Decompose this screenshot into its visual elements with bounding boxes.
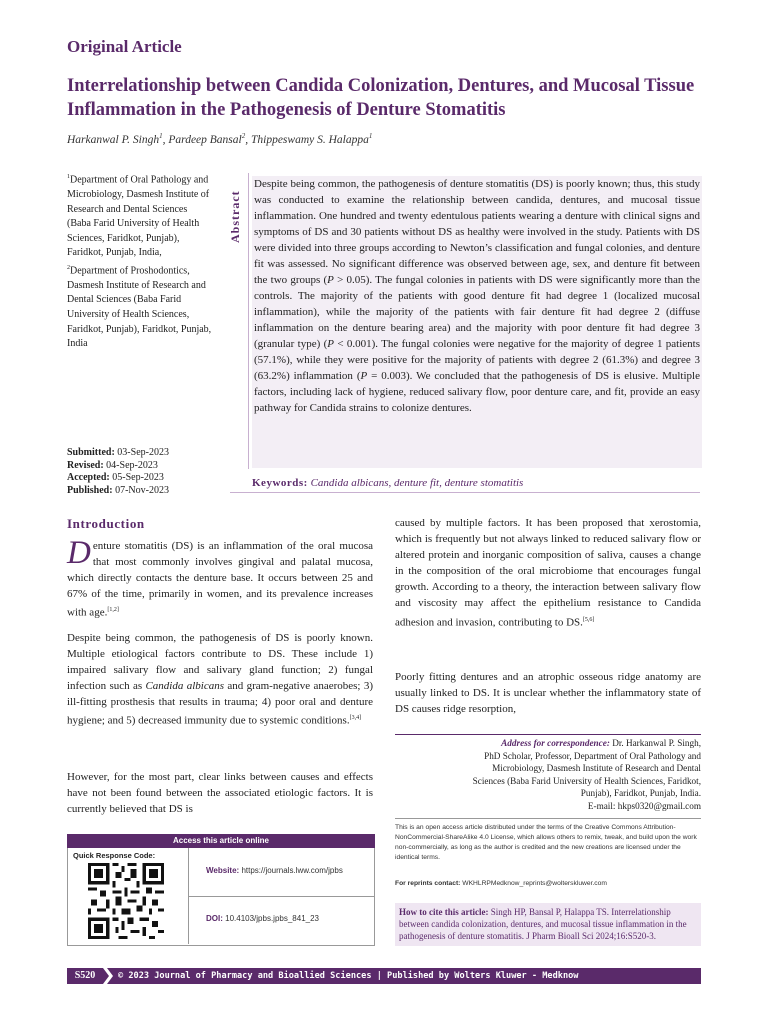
doi-row [206,914,319,923]
date-value: 03-Sep-2023 [117,447,169,458]
divider [395,818,701,819]
keywords-text: Candida albicans, denture fit, denture stomatitis [310,477,524,489]
abstract-part: > 0.05). The fungal colonies in patients with DS were significantly more than the controls. The majority of the patients with good denture fit had degree 1 (localized mucosal inflammation), while the majority of the patients with fair denture fit had degree 2 (diffuse inflammation on the denture bearing area) and the majority with poor denture fit had degree 3 (granular type) ( [254,274,700,350]
citation-ref[interactable]: [3,4] [349,715,362,722]
affiliation-sup: 2 [67,264,70,271]
correspondence-name: Dr. Harkanwal P. Singh, [612,738,701,748]
author-sup: 1 [159,132,163,140]
paragraph-text: enture stomatitis (DS) is an inflammation of the oral mucosa that most commonly involves gingival and palatal mucosa, which directly contacts the denture base. It occurs between 25 and 67% of the time, primarily in women, and its prevalence increases with age. [67,540,373,620]
cite-text: Singh HP, Bansal P, Halappa TS. Interrelationship between candida colonization, dentures, and mucosal tissue inflammation in the pathogenesis of denture stomatitis. J Pharm Bioall Sci 2024;16:S520-3. [399,907,687,941]
correspondence-email[interactable]: E-mail: hkps0320@gmail.com [587,800,701,811]
doi-label: DOI: [206,914,223,923]
date-label: Revised: [67,459,104,471]
citation-ref[interactable]: [5,6] [582,616,595,623]
date-value: 07-Nov-2023 [115,484,169,496]
author-name[interactable]: Thippeswamy S. Halappa [250,133,369,146]
p-value-symbol: P [327,338,334,350]
how-to-cite [399,906,699,942]
date-label: Published: [67,484,113,496]
date-value: 04-Sep-2023 [106,459,158,471]
paragraph [67,769,373,817]
citation-ref[interactable]: [1,2] [107,607,119,614]
cite-label: How to cite this article: [399,907,489,917]
divider [230,492,700,493]
correspondence-line: PhD Scholar, Professor, Department of Oral Pathology and [484,750,701,761]
paragraph [67,630,373,729]
abstract-label: Abstract [228,190,242,243]
affiliation-text: Department of Oral Pathology and Microbiology, Dasmesh Institute of Research and Dental Sciences (Baba Farid University of Health Sciences, Faridkot, Punjab), Faridkot, Punjab, India, [67,174,210,259]
keywords [252,477,698,489]
correspondence-line [395,737,701,750]
reprints-label: For reprints contact: [395,880,461,887]
keywords-label: Keywords: [252,477,308,489]
paragraph-text: and gram-negative anaerobes; 3) ill-fitting prosthesis that results in trauma; 4) poor oral and denture hygiene; and 5) decreased immunity due to systemic conditions. [67,680,373,728]
author-name[interactable]: Harkanwal P. Singh [67,133,160,146]
date-value: 05-Sep-2023 [112,472,164,483]
date-label: Submitted: [67,447,115,458]
divider [188,896,375,897]
section-heading-introduction: Introduction [67,516,145,531]
correspondence-label: Address for correspondence: [501,738,610,748]
date-label: Accepted: [67,472,110,483]
paragraph [67,535,373,621]
qr-label: Quick Response Code: [73,851,156,860]
qr-code-icon[interactable] [88,863,164,939]
abstract-part: Despite being common, the pathogenesis of denture stomatitis (DS) is poorly known; thus, this study was conducted to examine the relationship between candida, dentures, and mucosal tissue inflammation. One hundred and twenty edentulous patients wearing a denture with clinical signs and symptoms of DS and 30 patients without DS as healthy were involved in the study. Patients with DS were divided into three groups according to Newton’s classification and fungal colonies, and denture fit was assessed. No significant difference was observed between age, sex, and denture fit between the two groups ( [254,178,700,286]
date-row [67,472,212,485]
paragraph-text: Despite being common, the pathogenesis of DS is poorly known. Multiple etiological factors contribute to DS. These include 1) impaired salivary flow and salivary gland function; 2) fungal infection such as [67,632,373,693]
affiliation-sup: 1 [67,174,70,180]
correspondence-line: Punjab), Faridkot, Punjab, India. [580,788,701,799]
divider [395,734,701,735]
abstract-tab [230,173,249,469]
page-number: S520 [67,968,103,984]
website-link[interactable]: https://journals.lww.com/jpbs [241,866,343,875]
reprints-contact [395,880,701,887]
chevron-right-icon [103,968,113,984]
affiliation-text: Department of Proshodontics, Dasmesh Institute of Research and Dental Sciences (Baba Farid University of Health Sciences, Faridkot, Punjab), Faridkot, Punjab, India [67,265,212,350]
paragraph-text: However, for the most part, clear links between causes and effects have not been found between the associated etiologic factors. It is currently believed that DS is [67,771,373,816]
correspondence-line: Sciences (Baba Farid University of Health Sciences, Faridkot, [472,775,701,786]
author-sup: 1 [368,132,373,140]
author-name[interactable]: Pardeep Bansal [168,133,242,146]
paragraph [395,515,701,630]
paragraph-text: Poorly fitting dentures and an atrophic osseous ridge anatomy are usually linked to DS. It is unclear whether the inflammatory state of DS causes ridge resorption, [395,671,701,716]
reprints-email[interactable]: WKHLRPMedknow_reprints@wolterskluwer.com [462,880,607,887]
date-row [67,460,212,473]
website-label: Website: [206,866,240,875]
author-sup: 2 [241,132,246,140]
article-title: Interrelationship between Candida Colonization, Dentures, and Mucosal Tissue Inflammation in the Pathogenesis of Denture Stomatitis [67,76,695,120]
footer-copyright: © 2023 Journal of Pharmacy and Bioallied Sciences | Published by Wolters Kluwer - Medknow [118,971,579,981]
correspondence [395,737,701,813]
access-online-header: Access this article online [67,834,375,848]
date-row [67,485,212,498]
date-row [67,447,212,460]
p-value-symbol: P [327,274,334,286]
paragraph [395,669,701,717]
p-value-symbol: P [360,370,368,382]
affiliation [67,170,212,352]
doi-link[interactable]: 10.4103/jpbs.jpbs_841_23 [225,914,319,923]
correspondence-line: Microbiology, Dasmesh Institute of Research and Dental [492,763,701,774]
article-type: Original Article [67,37,182,56]
website-row [206,866,343,875]
species-name: Candida albicans [145,680,224,693]
article-dates [67,447,212,497]
abstract-text [252,176,702,468]
author-list: Harkanwal P. Singh$^1$, Pardeep Bansal$^2$, Thippeswamy S. Halappa$^1$ [67,132,373,146]
paragraph-text: caused by multiple factors. It has been proposed that xerostomia, which is frequently but not always linked to reduced salivary flow or altered protein and inorganic composition of saliva, causes a change in the composition of the oral microbiome that encourages fungal growth. According to a theory, the interaction between salivary flow and viscosity may affect the epithelium resistance to Candida adhesion and invasion, contributing to DS. [395,517,701,629]
drop-cap: D [67,535,91,571]
abstract-part: = 0.003). We concluded that the pathogenesis of DS is elusive. Multiple factors, including lack of hygiene, reduced salivary flow, poor denture care, and fit, provide an easy pathway for Candida strains to colonize dentures. [254,370,700,414]
open-access-notice: This is an open access article distributed under the terms of the Creative Commons Attribution-NonCommercial-ShareAlike 4.0 License, which allows others to remix, tweak, and build upon the work non-commercially, as long as the author is credited and the new creations are licensed under the identical terms. [395,824,697,861]
abstract-part: < 0.001). The fungal colonies were negative for the majority of degree 1 patients (57.1%), while they were positive for the majority of patients with degree 2 (61.3%) and degree 3 (63.2%) inflammation ( [254,338,701,382]
